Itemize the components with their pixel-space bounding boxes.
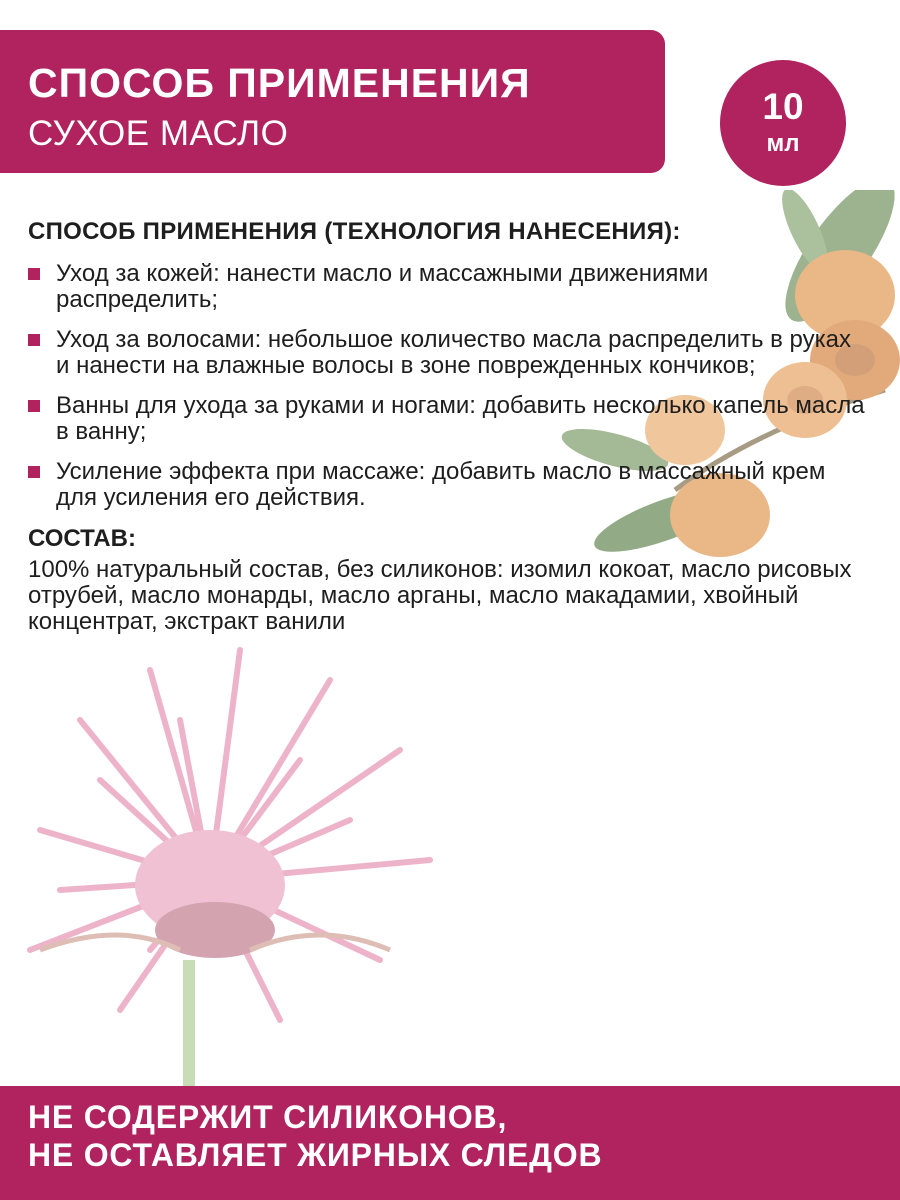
usage-item-text: Усиление эффекта при массаже: добавить масло в массажный крем для усиления его действия. — [56, 458, 826, 511]
usage-item — [28, 393, 868, 445]
footer-line-1: НЕ СОДЕРЖИТ СИЛИКОНОВ, — [28, 1099, 508, 1135]
square-bullet-icon — [28, 334, 40, 346]
usage-item — [28, 459, 868, 511]
usage-list — [28, 261, 868, 511]
header-title: СПОСОБ ПРИМЕНЕНИЯ — [28, 60, 531, 106]
square-bullet-icon — [28, 466, 40, 478]
usage-item-text: Уход за кожей: нанести масло и массажными движениями распределить; — [56, 260, 709, 313]
composition-text: 100% натуральный состав, без силиконов: изомил кокоат, масло рисовых отрубей, масло монарды, масло арганы, масло макадамии, хвойный концентрат, экстракт ванили — [28, 556, 852, 635]
usage-item — [28, 261, 868, 313]
volume-value: 10 — [762, 86, 804, 127]
monarda-flower-illustration — [0, 630, 470, 1090]
composition-title: СОСТАВ: — [28, 525, 136, 552]
header-banner — [0, 30, 665, 173]
volume-unit: мл — [766, 130, 800, 157]
header-subtitle: СУХОЕ МАСЛО — [28, 114, 289, 153]
usage-item-text: Ванны для ухода за руками и ногами: добавить несколько капель масла в ванну; — [56, 392, 865, 445]
square-bullet-icon — [28, 268, 40, 280]
square-bullet-icon — [28, 400, 40, 412]
footer-banner — [0, 1086, 900, 1200]
volume-badge — [720, 60, 846, 186]
usage-item-text: Уход за волосами: небольшое количество масла распределить в руках и нанести на влажные волосы в зоне поврежденных кончиков; — [56, 326, 852, 379]
footer-line-2: НЕ ОСТАВЛЯЕТ ЖИРНЫХ СЛЕДОВ — [28, 1137, 603, 1173]
usage-title: СПОСОБ ПРИМЕНЕНИЯ (ТЕХНОЛОГИЯ НАНЕСЕНИЯ): — [28, 218, 681, 245]
usage-item — [28, 327, 868, 379]
main-content — [28, 218, 868, 635]
